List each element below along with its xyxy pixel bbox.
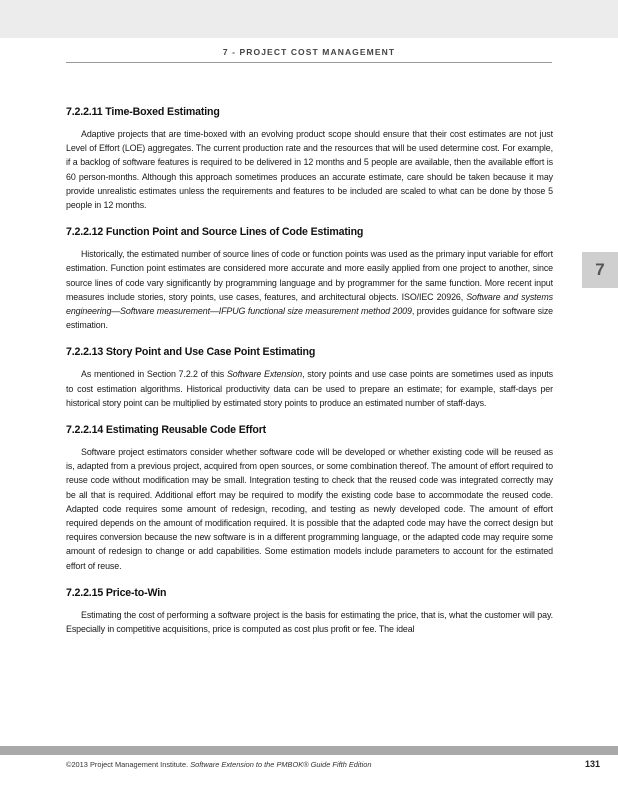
section-price-to-win xyxy=(66,587,553,636)
book-title: Software Extension to the PMBOK® Guide Fifth Edition xyxy=(190,760,372,769)
running-head: 7 - PROJECT COST MANAGEMENT xyxy=(222,47,396,57)
section-heading: 7.2.2.11 Time-Boxed Estimating xyxy=(66,106,220,118)
section-heading: 7.2.2.12 Function Point and Source Lines of Code Estimating xyxy=(66,226,364,239)
publication-title: Software Extension xyxy=(226,369,303,380)
section-paragraph xyxy=(66,367,553,410)
section-time-boxed-estimating xyxy=(66,106,553,212)
top-band xyxy=(0,0,618,38)
footer-bar xyxy=(0,746,618,755)
section-paragraph xyxy=(66,247,553,332)
section-heading: 7.2.2.14 Estimating Reusable Code Effort xyxy=(66,424,267,437)
standard-title: Software and systems engineering—Software measurement—IFPUG functional size measurement method 2009 xyxy=(66,291,553,317)
copyright-text: ©2013 Project Management Institute. xyxy=(66,760,191,769)
page-body xyxy=(66,106,553,650)
section-paragraph: Software project estimators consider whether software code will be developed or whether existing code will be reused as is, adapted from a previous project, acquired from open sources, or some combination thereof. The amount of effort required to reuse code without modification may be small. Integration testing to check that the reused code was integrated correctly may be all that is required. Additional effort may be required to modify the existing code base to accommodate the reused code. Adapted code requires some amount of redesign, recoding, and testing as newly developed code. The amount of effort required depends on the amount of modification required. It is possible that the adapted code may have the correct design but requires conversion because the new software is in a different programming language, or the adapted code may require some amount of redesign to change or add capabilities. Some estimation models include parameters to account for the estimated effort of reuse. xyxy=(66,447,553,571)
section-heading: 7.2.2.13 Story Point and Use Case Point Estimating xyxy=(66,346,316,359)
section-function-point-estimating xyxy=(66,226,553,332)
paragraph-text: , provides guidance for software size estimation. xyxy=(66,306,553,331)
paragraph-text: As mentioned in Section 7.2.2 of this xyxy=(81,369,227,380)
section-paragraph: Estimating the cost of performing a software project is the basis for estimating the price, that is, what the customer will pay. Especially in competitive acquisitions, price is computed as cost plus profit or fee. The ideal xyxy=(66,609,553,635)
section-paragraph: Adaptive projects that are time-boxed with an evolving product scope should ensure that their cost estimates are not just Level of Effort (LOE) aggregates. The current production rate and the resources that will be used determine cost. For example, if a backlog of software features is required to be delivered in 12 months and 5 people are available, then the available effort is 60 person-months. Although this approach sometimes produces an accurate estimate, care should be taken because it may provide unrealistic estimates unless the requirements and features to be included are scaled to what can be done by those 5 people in 12 months. xyxy=(66,129,553,211)
header-rule xyxy=(66,62,552,63)
section-story-point-estimating xyxy=(66,346,553,410)
page-number: 131 xyxy=(584,759,600,769)
chapter-tab: 7 xyxy=(582,252,618,288)
section-reusable-code-effort xyxy=(66,424,553,573)
paragraph-text: Historically, the estimated number of source lines of code or function points was used as the primary input variable for effort estimation. Function point estimates are considered more accurate and more easily applied from one project to another, since source lines of code vary significantly by programming language and by programmer for the same function. More recent input measures include stories, story points, use cases, features, and architectural objects. ISO/IEC 20926, xyxy=(66,249,553,302)
section-heading: 7.2.2.15 Price-to-Win xyxy=(66,586,167,599)
paragraph-text: , story points and use case points are sometimes used as inputs to cost estimation algorithms. Historical productivity data can be used to prepare an estimate; for example, staff-days per historical story point can be multiplied by estimated story points to produce an estimated number of staff-days. xyxy=(66,369,553,408)
footer-credit xyxy=(66,760,371,769)
